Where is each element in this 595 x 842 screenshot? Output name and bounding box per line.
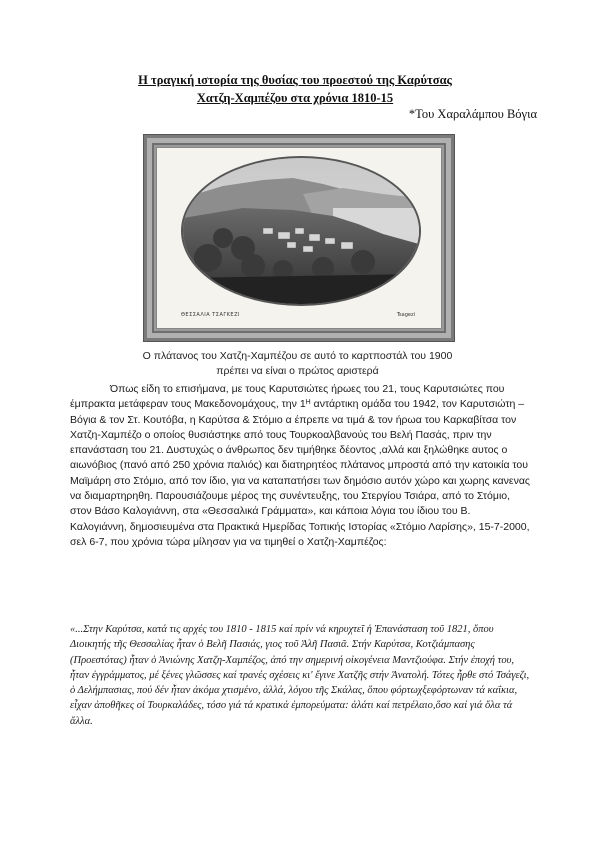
postcard-frame [143, 134, 455, 342]
body-text-a: Όπως είδη το επισήμανα, με τους Καρυτσιώτες ήρωες του 21, τους Καρυτσιώτες που έμπρακτα μετάφεραν τους Μακεδονομάχους, την 1 [70, 383, 505, 411]
body-superscript: Η [305, 399, 311, 407]
quote-text: «...Στην Καρύτσα, κατά τις αρχές του 1810 - 1815 καί πρίν νά κηρυχτεῖ ἡ Ἐπανάσταση τοῦ 1821, ὅπου Διοικητής τῆς Θεσσαλίας ἦταν ὁ Βελῆ Πασιάς, γιος τοῦ Ἀλῆ Πασιᾶ. Στήν Καρύτσα, Κοτζιάμπασης (Προεστότας) ἦταν ὁ Ἀνιώνης Χατζη-Χαμπέζος, ἀπό την σημερινή οἰκογένεια Μαντζιούφα. Στήν ἐποχή του, ἦταν ἐγγράμματος, μέ ξένες γλῶσσες καί τρανές σχέσεις κι' ἔγινε Χατζῆς στήν Ἀνατολή. Τότες ἦρθε στό Τσάγεζι, ὁ Δελήμπασιας, πού δέν ἦταν ἀκόμα χτισμένο, ἀλλά, λόγου τῆς Σκάλας, ὅπου φόρτωχξεφόρτωναν τά καΐκια, εἶχαν ἀποθῆκες οἱ Τουρκαλάδες, τόσο γιά τά κρατικά ἐμπορεύματα: ἀλάτι καί πετρέλαιο,ὅσο καί γιά ὅλα τά ἄλλα. [70, 624, 530, 727]
quote-paragraph [70, 622, 532, 729]
postcard-label-left: ΘΕΣΣΑΛΙΑ ΤΣΑΓΚΕΖΙ [181, 312, 240, 318]
title-line-2: Χατζη-Χαμπέζου στα χρόνια 1810-15 [196, 91, 394, 105]
body-paragraph [70, 382, 530, 550]
caption-line-1: Ο πλάτανος του Χατζη-Χαμπέζου σε αυτό το καρτποστάλ του 1900 [142, 350, 453, 362]
author-byline: *Του Χαραλάμπου Βόγια [408, 107, 537, 121]
title-line-1: Η τραγική ιστορία της θυσίας του προεστού της Καρύτσας [138, 73, 452, 87]
postcard-label-right: Tsagezi [396, 312, 415, 318]
postcard [156, 147, 442, 329]
village-landscape-image [183, 158, 419, 304]
caption-line-2: πρέπει να είναι ο πρώτος αριστερά [216, 365, 379, 377]
postcard-photo [181, 156, 421, 306]
body-text-b: αντάρτικη ομάδα του 1942, τον Καρυτσιώτη – Βόγια & τον Στ. Κουτόβα, η Καρύτσα & Στόμιο α έπρεπε να τιμά & τον ήρωα του Καρκαβίτσα τον Χατζη-Χαμπέζο ο οποίος θυσιάστηκε από τους Τουρκοαλβανούς του Βελή Πασάς, πριν την επανάσταση του 21. Δυστυχώς ο άνθρωπος δεν τιμήθηκε δέοντος ,αλλά και ξηλώθηκε αυτος ο αιωνόβιος (πανό από 250 χρόνια παλιός) και διατηρητέος πλάτανος μπροστά από την κατοικία του Μαϊμάρη στο Στόμιο, από τον ίδιο, για να καταπατήσει των δημόσιο αυτόν χώρο και χωρης κανενας να διαμαρτηρηθη. Παρουσιάζουμε μέρος της συνέντευξης, του Στεργίου Τσιάρα, από το Στόμιο, στον Βάσο Καλογιάννη, στα «Θεσσαλικά Γράμματα», και κάποια λόγια του ίδιου του Β. Καλογιάννη, δημοσιευμένα στα Πρακτικά Ημερίδας Τοπικής Ιστορίας «Στόμιο Λαρίσης», 15-7-2000, σελ 6-7, που χρόνια τώρα μίλησαν για να τιμηθεί ο Χατζη-Χαμπέζος: [70, 398, 530, 548]
